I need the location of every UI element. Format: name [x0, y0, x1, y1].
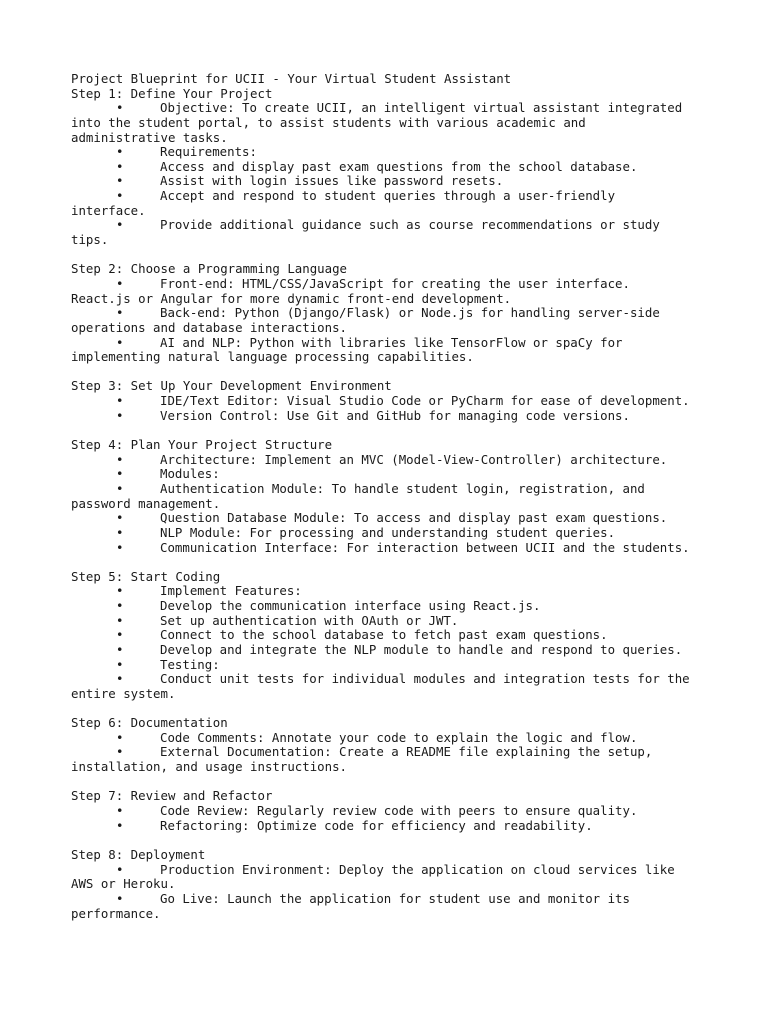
step-heading: Step 3: Set Up Your Development Environment: [71, 378, 392, 394]
bullet-dot-icon: •: [116, 627, 124, 643]
bullet-dot-icon: •: [116, 744, 124, 760]
step-heading: Step 1: Define Your Project: [71, 85, 273, 101]
bullet-dot-icon: •: [116, 393, 124, 409]
bullet-continuation: implementing natural language processing capabilities.: [71, 349, 474, 365]
blank-line: [71, 775, 711, 790]
bullet-continuation: password management.: [71, 495, 221, 511]
bullet-dot-icon: •: [116, 598, 124, 614]
bullet-text: Provide additional guidance such as course recommendations or study: [160, 217, 660, 233]
bullet-text: Architecture: Implement an MVC (Model-View-Controller) architecture.: [160, 451, 668, 467]
step-heading: Step 4: Plan Your Project Structure: [71, 437, 333, 453]
bullet-item: [71, 819, 711, 834]
bullet-dot-icon: •: [116, 539, 124, 555]
bullet-dot-icon: •: [116, 334, 124, 350]
bullet-text: Accept and respond to student queries through a user-friendly: [160, 188, 616, 204]
bullet-item: [71, 306, 711, 321]
bullet-text: Authentication Module: To handle student login, registration, and: [160, 480, 645, 496]
bullet-continuation: React.js or Angular for more dynamic front-end development.: [71, 290, 512, 306]
bullet-item: [71, 584, 711, 599]
blank-line: [71, 365, 711, 380]
bullet-text: Modules:: [160, 466, 220, 482]
bullet-item: [71, 160, 711, 175]
bullet-text: Refactoring: Optimize code for efficiency and readability.: [160, 817, 593, 833]
bullet-item: [71, 731, 711, 746]
bullet-text: Set up authentication with OAuth or JWT.: [160, 612, 459, 628]
bullet-dot-icon: •: [116, 729, 124, 745]
bullet-item: [71, 863, 711, 878]
bullet-dot-icon: •: [116, 158, 124, 174]
bullet-text: Develop and integrate the NLP module to handle and respond to queries.: [160, 641, 683, 657]
step-heading: Step 2: Choose a Programming Language: [71, 261, 348, 277]
bullet-dot-icon: •: [116, 217, 124, 233]
bullet-item: [71, 409, 711, 424]
bullet-item: [71, 189, 711, 204]
blank-line: [71, 702, 711, 717]
bullet-item: [71, 526, 711, 541]
bullet-continuation: interface.: [71, 202, 146, 218]
bullet-item: [71, 145, 711, 160]
document-title: Project Blueprint for UCII - Your Virtual Student Assistant: [71, 71, 512, 86]
bullet-dot-icon: •: [116, 100, 124, 116]
bullet-text: Production Environment: Deploy the application on cloud services like: [160, 861, 675, 877]
bullet-text: Front-end: HTML/CSS/JavaScript for creating the user interface.: [160, 275, 630, 291]
step-heading: Step 8: Deployment: [71, 846, 206, 862]
bullet-item: [71, 804, 711, 819]
document-body: [71, 72, 711, 921]
bullet-text: Access and display past exam questions from the school database.: [160, 158, 638, 174]
bullet-dot-icon: •: [116, 188, 124, 204]
bullet-item: [71, 482, 711, 497]
bullet-dot-icon: •: [116, 803, 124, 819]
blank-line: [71, 423, 711, 438]
bullet-text: Connect to the school database to fetch past exam questions.: [160, 627, 608, 643]
bullet-dot-icon: •: [116, 656, 124, 672]
step-heading: Step 7: Review and Refactor: [71, 788, 273, 804]
bullet-text: Code Review: Regularly review code with peers to ensure quality.: [160, 803, 638, 819]
bullet-item: [71, 277, 711, 292]
bullet-item: [71, 658, 711, 673]
bullet-dot-icon: •: [116, 524, 124, 540]
bullet-item: [71, 614, 711, 629]
bullet-item: [71, 892, 711, 907]
bullet-item: [71, 174, 711, 189]
bullet-item: [71, 467, 711, 482]
bullet-continuation: performance.: [71, 905, 161, 921]
bullet-item: [71, 541, 711, 556]
bullet-dot-icon: •: [116, 173, 124, 189]
bullet-text: Communication Interface: For interaction between UCII and the students.: [160, 539, 690, 555]
bullet-text: Version Control: Use Git and GitHub for managing code versions.: [160, 407, 630, 423]
bullet-text: Conduct unit tests for individual modules and integration tests for the: [160, 671, 690, 687]
blank-line: [71, 248, 711, 263]
bullet-dot-icon: •: [116, 451, 124, 467]
bullet-continuation: entire system.: [71, 685, 176, 701]
bullet-text: Implement Features:: [160, 583, 302, 599]
step-heading: Step 6: Documentation: [71, 715, 228, 731]
bullet-continuation: operations and database interactions.: [71, 319, 348, 335]
bullet-item: [71, 218, 711, 233]
bullet-dot-icon: •: [116, 407, 124, 423]
bullet-text: Back-end: Python (Django/Flask) or Node.js for handling server-side: [160, 305, 660, 321]
bullet-text: Develop the communication interface using React.js.: [160, 598, 541, 614]
bullet-item: [71, 672, 711, 687]
bullet-dot-icon: •: [116, 583, 124, 599]
bullet-item: [71, 336, 711, 351]
bullet-item: [71, 101, 711, 116]
bullet-dot-icon: •: [116, 144, 124, 160]
bullet-text: Objective: To create UCII, an intelligent virtual assistant integrated: [160, 100, 683, 116]
bullet-dot-icon: •: [116, 612, 124, 628]
bullet-text: Testing:: [160, 656, 220, 672]
bullet-continuation: administrative tasks.: [71, 129, 228, 145]
blank-line: [71, 833, 711, 848]
bullet-text: AI and NLP: Python with libraries like TensorFlow or spaCy for: [160, 334, 623, 350]
bullet-item: [71, 453, 711, 468]
bullet-item: [71, 745, 711, 760]
bullet-dot-icon: •: [116, 671, 124, 687]
bullet-text: Requirements:: [160, 144, 257, 160]
step-heading: Step 5: Start Coding: [71, 568, 221, 584]
bullet-continuation: tips.: [71, 232, 109, 248]
bullet-dot-icon: •: [116, 890, 124, 906]
bullet-dot-icon: •: [116, 305, 124, 321]
bullet-item: [71, 628, 711, 643]
bullet-continuation: AWS or Heroku.: [71, 876, 176, 892]
bullet-dot-icon: •: [116, 275, 124, 291]
bullet-dot-icon: •: [116, 510, 124, 526]
bullet-text: Go Live: Launch the application for student use and monitor its: [160, 890, 630, 906]
bullet-continuation: installation, and usage instructions.: [71, 759, 348, 775]
bullet-text: NLP Module: For processing and understanding student queries.: [160, 524, 616, 540]
bullet-item: [71, 511, 711, 526]
bullet-text: Assist with login issues like password resets.: [160, 173, 504, 189]
bullet-dot-icon: •: [116, 641, 124, 657]
bullet-item: [71, 599, 711, 614]
bullet-text: IDE/Text Editor: Visual Studio Code or PyCharm for ease of development.: [160, 393, 690, 409]
bullet-text: External Documentation: Create a README file explaining the setup,: [160, 744, 653, 760]
bullet-dot-icon: •: [116, 466, 124, 482]
bullet-dot-icon: •: [116, 817, 124, 833]
bullet-dot-icon: •: [116, 861, 124, 877]
bullet-item: [71, 643, 711, 658]
blank-line: [71, 555, 711, 570]
bullet-text: Code Comments: Annotate your code to explain the logic and flow.: [160, 729, 638, 745]
bullet-text: Question Database Module: To access and display past exam questions.: [160, 510, 668, 526]
bullet-item: [71, 394, 711, 409]
bullet-continuation: into the student portal, to assist students with various academic and: [71, 114, 586, 130]
bullet-dot-icon: •: [116, 480, 124, 496]
